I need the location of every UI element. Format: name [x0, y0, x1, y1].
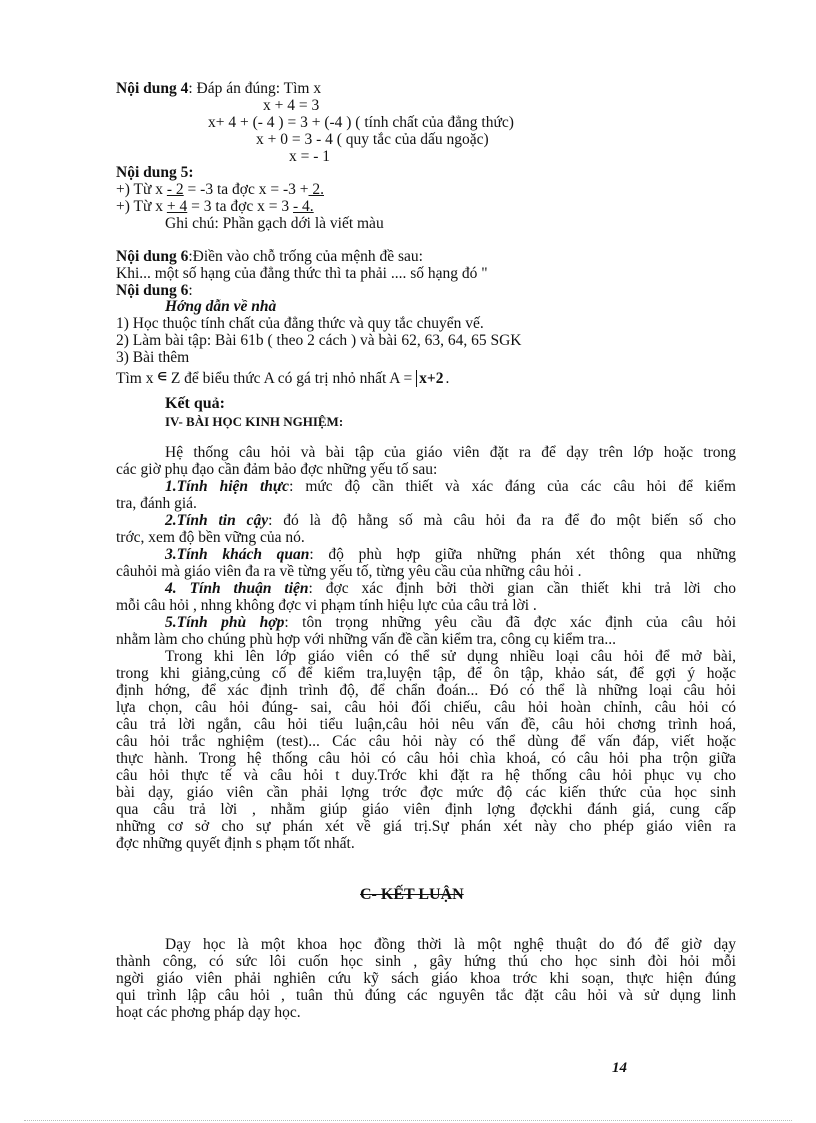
page-number: 14: [612, 1060, 627, 1076]
criterion-title: 5.Tính phù hợp: [165, 614, 285, 631]
result-label: Kết quả:: [165, 395, 225, 412]
criterion-5-line1: [165, 614, 736, 631]
extra-c: .: [445, 370, 450, 387]
criterion-title: 3.Tính khách quan: [165, 546, 310, 563]
long-para-line: trong khi giảng,củng cố để kiểm tra,luyện tập, để ôn tập, khảo sát, để gợi ý hoặc: [116, 665, 736, 682]
extra-a: Tìm x: [116, 370, 158, 387]
criterion-1-line1: [165, 478, 736, 495]
intro-line-1: Hệ thống câu hỏi và bài tập của giáo viên đặt ra để dạy trên lớp hoặc trong: [165, 444, 736, 461]
homework-extra: [116, 369, 449, 387]
long-para-line: câu hỏi thực tế và câu hỏi t duy.Trớc khi đặt ra hệ thống câu hỏi phục vụ cho: [116, 767, 736, 784]
nd5-l1-a: +) Từ x: [116, 181, 167, 198]
conclusion-line: thành công, có sức lôi cuốn học sinh , gây hứng thú cho học sinh đòi hỏi mỗi: [116, 953, 736, 970]
nd5-l1-b: = -3 ta đợc x = -3 +: [183, 181, 309, 198]
long-para-line: lựa chọn, câu hỏi đúng- sai, câu hỏi đối chiếu, câu hỏi hoàn chỉnh, câu hỏi có: [116, 699, 736, 716]
nd5-l1-underline1: - 2: [166, 181, 184, 198]
section4-title: IV- BÀI HỌC KINH NGHIỆM:: [165, 414, 344, 429]
element-of-symbol: ∈: [157, 371, 167, 383]
criterion-5-line2: nhằm làm cho chúng phù hợp với những vấn đề cần kiểm tra, công cụ kiểm tra...: [116, 631, 616, 648]
nd6-label: Nội dung 6: [116, 248, 189, 265]
homework-item: 2) Làm bài tập: Bài 61b ( theo 2 cách ) và bài 62, 63, 64, 65 SGK: [116, 332, 522, 349]
long-para-line: định hớng, để xác định trình độ, để chẩn đoán... Đó có thể là những loại câu hỏi: [116, 682, 736, 699]
conclusion-line: hoạt các phơng pháp dạy học.: [116, 1004, 301, 1021]
nd4-eq1: x + 4 = 3: [263, 97, 320, 114]
nd6-fill: Khi... một số hạng của đẳng thức thì ta phải .... số hạng đó ": [116, 265, 488, 282]
extra-b: Z để biểu thức A có gá trị nhỏ nhất A =: [166, 370, 417, 387]
criterion-text: : tôn trọng những yêu cầu đã đợc xác định của câu hỏi: [284, 614, 737, 631]
criterion-4-line2: mỗi câu hỏi , nhng không đợc vi phạm tính hiệu lực của câu trả lời .: [116, 597, 537, 614]
criterion-text: : đó là độ hằng số mà câu hỏi đa ra để đo một biến số cho: [268, 512, 736, 529]
nd5-l2-b: = 3 ta đợc x = 3: [187, 198, 293, 215]
long-para-line: thực hành. Trong hệ thống câu hỏi có câu hỏi chìa khoá, có câu hỏi pha trộn giữa: [116, 750, 736, 767]
nd6-colon2: :: [188, 282, 193, 299]
nd4-eq3: x + 0 = 3 - 4 ( quy tắc của dấu ngoặc): [256, 131, 489, 148]
homework-item: 1) Học thuộc tính chất của đẳng thức và quy tắc chuyển vế.: [116, 315, 484, 332]
long-para-line: Trong khi lên lớp giáo viên có thể sử dụng nhiều loại câu hỏi để mở bài,: [165, 648, 736, 665]
criterion-text: : độ phù hợp giữa những phán xét thông qua những: [309, 546, 736, 563]
nd6-label2: Nội dung 6: [116, 282, 189, 299]
nd5-l2-underline1: + 4: [166, 198, 188, 215]
nd6-intro: [116, 248, 423, 265]
criterion-3-line1: [165, 546, 736, 563]
criterion-title: 2.Tính tin cậy: [165, 512, 269, 529]
criterion-4-line1: [165, 580, 736, 597]
criterion-text: : mức độ cần thiết và xác đáng của các câu hỏi để kiểm: [289, 478, 736, 495]
nd4-intro-text: : Đáp án đúng: Tìm x: [188, 80, 322, 97]
criterion-1-line2: tra, đánh giá.: [116, 495, 197, 512]
criterion-text: : đợc xác định bởi thời gian cần thiết khi trả lời cho: [308, 580, 736, 597]
nd5-l2-a: +) Từ x: [116, 198, 167, 215]
conclusion-line: qui trình lập câu hỏi , tuân thủ đúng các nguyên tắc đặt câu hỏi và sử dụng linh: [116, 987, 736, 1004]
criterion-title: 1.Tính hiện thực: [165, 478, 290, 495]
long-para-line: câu trả lời ngắn, câu hỏi tiểu luận,câu hỏi nêu vấn đề, câu hỏi chơng trình hoá,: [116, 716, 736, 733]
nd5-l2-underline2: - 4.: [293, 198, 314, 215]
long-para-line: qua câu trả lời , nhằm giúp giáo viên định lợng đợckhi đánh giá, cung cấp: [116, 801, 736, 818]
homework-item: 3) Bài thêm: [116, 349, 190, 366]
nd6-intro-text: :Điền vào chỗ trống của mệnh đề sau:: [188, 248, 423, 265]
long-para-line: câu hỏi trắc nghiệm (test)... Các câu hỏi này có thể dùng để vấn đáp, viết hoặc: [116, 733, 736, 750]
abs-expression: x+2: [416, 370, 445, 387]
long-para-line: đợc những quyết định s phạm tốt nhất.: [116, 835, 355, 852]
criterion-2-line2: trớc, xem độ bền vững của nó.: [116, 529, 305, 546]
nd5-note: Ghi chú: Phần gạch dới là viết màu: [165, 215, 384, 232]
nd6-repeat: [116, 282, 193, 299]
nd5-l1-underline2: 2.: [308, 181, 324, 198]
criterion-3-line2: câuhỏi mà giáo viên đa ra về từng yếu tố, từng yêu cầu của những câu hỏi .: [116, 563, 582, 580]
conclusion-line: ngời giáo viên phải nghiên cứu kỹ sách giáo khoa trớc khi soạn, thực hiện đúng: [116, 970, 736, 987]
intro-line-2: các giờ phụ đạo cần đảm bảo đợc những yếu tố sau:: [116, 461, 438, 478]
homework-title: Hớng dẫn về nhà: [165, 298, 277, 315]
long-para-line: những cơ sở cho sự phán xét về giá trị.Sự phán xét này cho phép giáo viên ra: [116, 818, 736, 835]
nd4-label: Nội dung 4: [116, 80, 189, 97]
nd5-label: Nội dung 5:: [116, 164, 194, 181]
criterion-2-line1: [165, 512, 736, 529]
nd5-line2: [116, 198, 314, 215]
conclusion-title: C- KẾT LUẬN: [360, 886, 464, 903]
nd5-line1: [116, 181, 324, 198]
nd4-intro: [116, 80, 321, 97]
nd4-eq2: x+ 4 + (- 4 ) = 3 + (-4 ) ( tính chất của đẳng thức): [208, 114, 514, 131]
nd4-eq4: x = - 1: [289, 148, 331, 165]
long-para-line: bài dạy, giáo viên cần phải lợng trớc đợc mức độ các kiến thức của học sinh: [116, 784, 736, 801]
criterion-title: 4. Tính thuận tiện: [165, 580, 309, 597]
page-bottom-border: [24, 1120, 792, 1121]
conclusion-line: Dạy học là một khoa học đồng thời là một nghệ thuật do đó để giờ dạy: [165, 936, 736, 953]
